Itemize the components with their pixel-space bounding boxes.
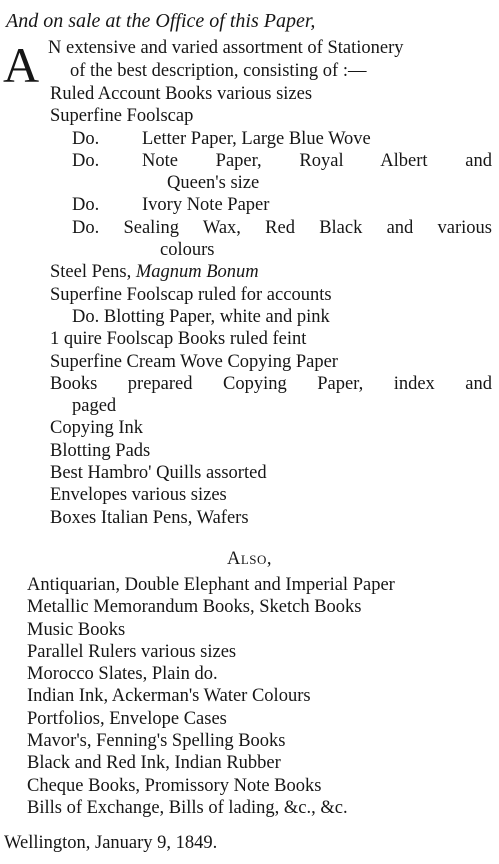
advertisement-heading: And on sale at the Office of this Paper,: [6, 10, 316, 32]
list-item: Metallic Memorandum Books, Sketch Books: [27, 597, 362, 618]
intro-line-2: of the best description, consisting of :—: [70, 61, 367, 81]
list-item: [50, 261, 496, 283]
list-item: 1 quire Foolscap Books ruled feint: [50, 329, 307, 350]
list-item: Superfine Cream Wove Copying Paper: [50, 351, 338, 372]
drop-cap: A: [3, 37, 40, 93]
list-item: Best Hambro' Quills assorted: [50, 463, 267, 484]
ditto-mark: Do.: [72, 128, 100, 149]
list-item: Bills of Exchange, Bills of lading, &c., &c.: [27, 797, 348, 818]
list-item: Morocco Slates, Plain do.: [27, 664, 218, 685]
list-item-text: Ivory Note Paper: [142, 195, 270, 216]
list-item: Black and Red Ink, Indian Rubber: [27, 753, 281, 774]
list-item: Antiquarian, Double Elephant and Imperial Paper: [27, 575, 395, 595]
list-item: Superfine Foolscap: [50, 106, 194, 127]
brand-name: Magnum Bonum: [135, 262, 259, 283]
list-item: Parallel Rulers various sizes: [27, 641, 237, 662]
list-item-text: Letter Paper, Large Blue Wove: [142, 128, 371, 149]
list-item: Do. Blotting Paper, white and pink: [72, 306, 330, 327]
list-item-continuation: Queen's size: [167, 173, 260, 194]
list-item-continuation: paged: [72, 396, 117, 417]
list-item: Boxes Italian Pens, Wafers: [50, 507, 249, 528]
list-item: Envelopes various sizes: [50, 485, 227, 506]
also-list: [27, 574, 497, 819]
list-item: Cheque Books, Promissory Note Books: [27, 775, 322, 796]
ditto-mark: Do.: [72, 195, 100, 216]
list-item: Blotting Pads: [50, 440, 151, 461]
list-item-text: Steel Pens,: [50, 262, 132, 283]
list-item: Indian Ink, Ackerman's Water Colours: [27, 686, 311, 707]
list-item: Do. Sealing Wax, Red Black and various: [72, 217, 492, 238]
list-item: Mavor's, Fenning's Spelling Books: [27, 731, 286, 752]
dateline: Wellington, January 9, 1849.: [4, 833, 218, 853]
list-item-text: Note Paper, Royal Albert and: [142, 150, 492, 171]
also-heading: Also,: [226, 549, 273, 569]
list-item-continuation: colours: [160, 240, 215, 261]
list-item: [50, 194, 496, 216]
list-item: Portfolios, Envelope Cases: [27, 708, 227, 729]
list-item: Ruled Account Books various sizes: [50, 84, 313, 104]
list-item: Superfine Foolscap ruled for accounts: [50, 284, 332, 305]
list-item: Books prepared Copying Paper, index and: [50, 373, 492, 394]
intro-line-1: N extensive and varied assortment of Stationery: [48, 38, 404, 58]
list-item: Copying Ink: [50, 418, 144, 439]
ditto-mark: Do.: [72, 150, 100, 171]
list-item: [50, 150, 496, 172]
stationery-list: [50, 83, 496, 529]
list-item: Music Books: [27, 619, 126, 640]
list-item: [50, 128, 496, 150]
